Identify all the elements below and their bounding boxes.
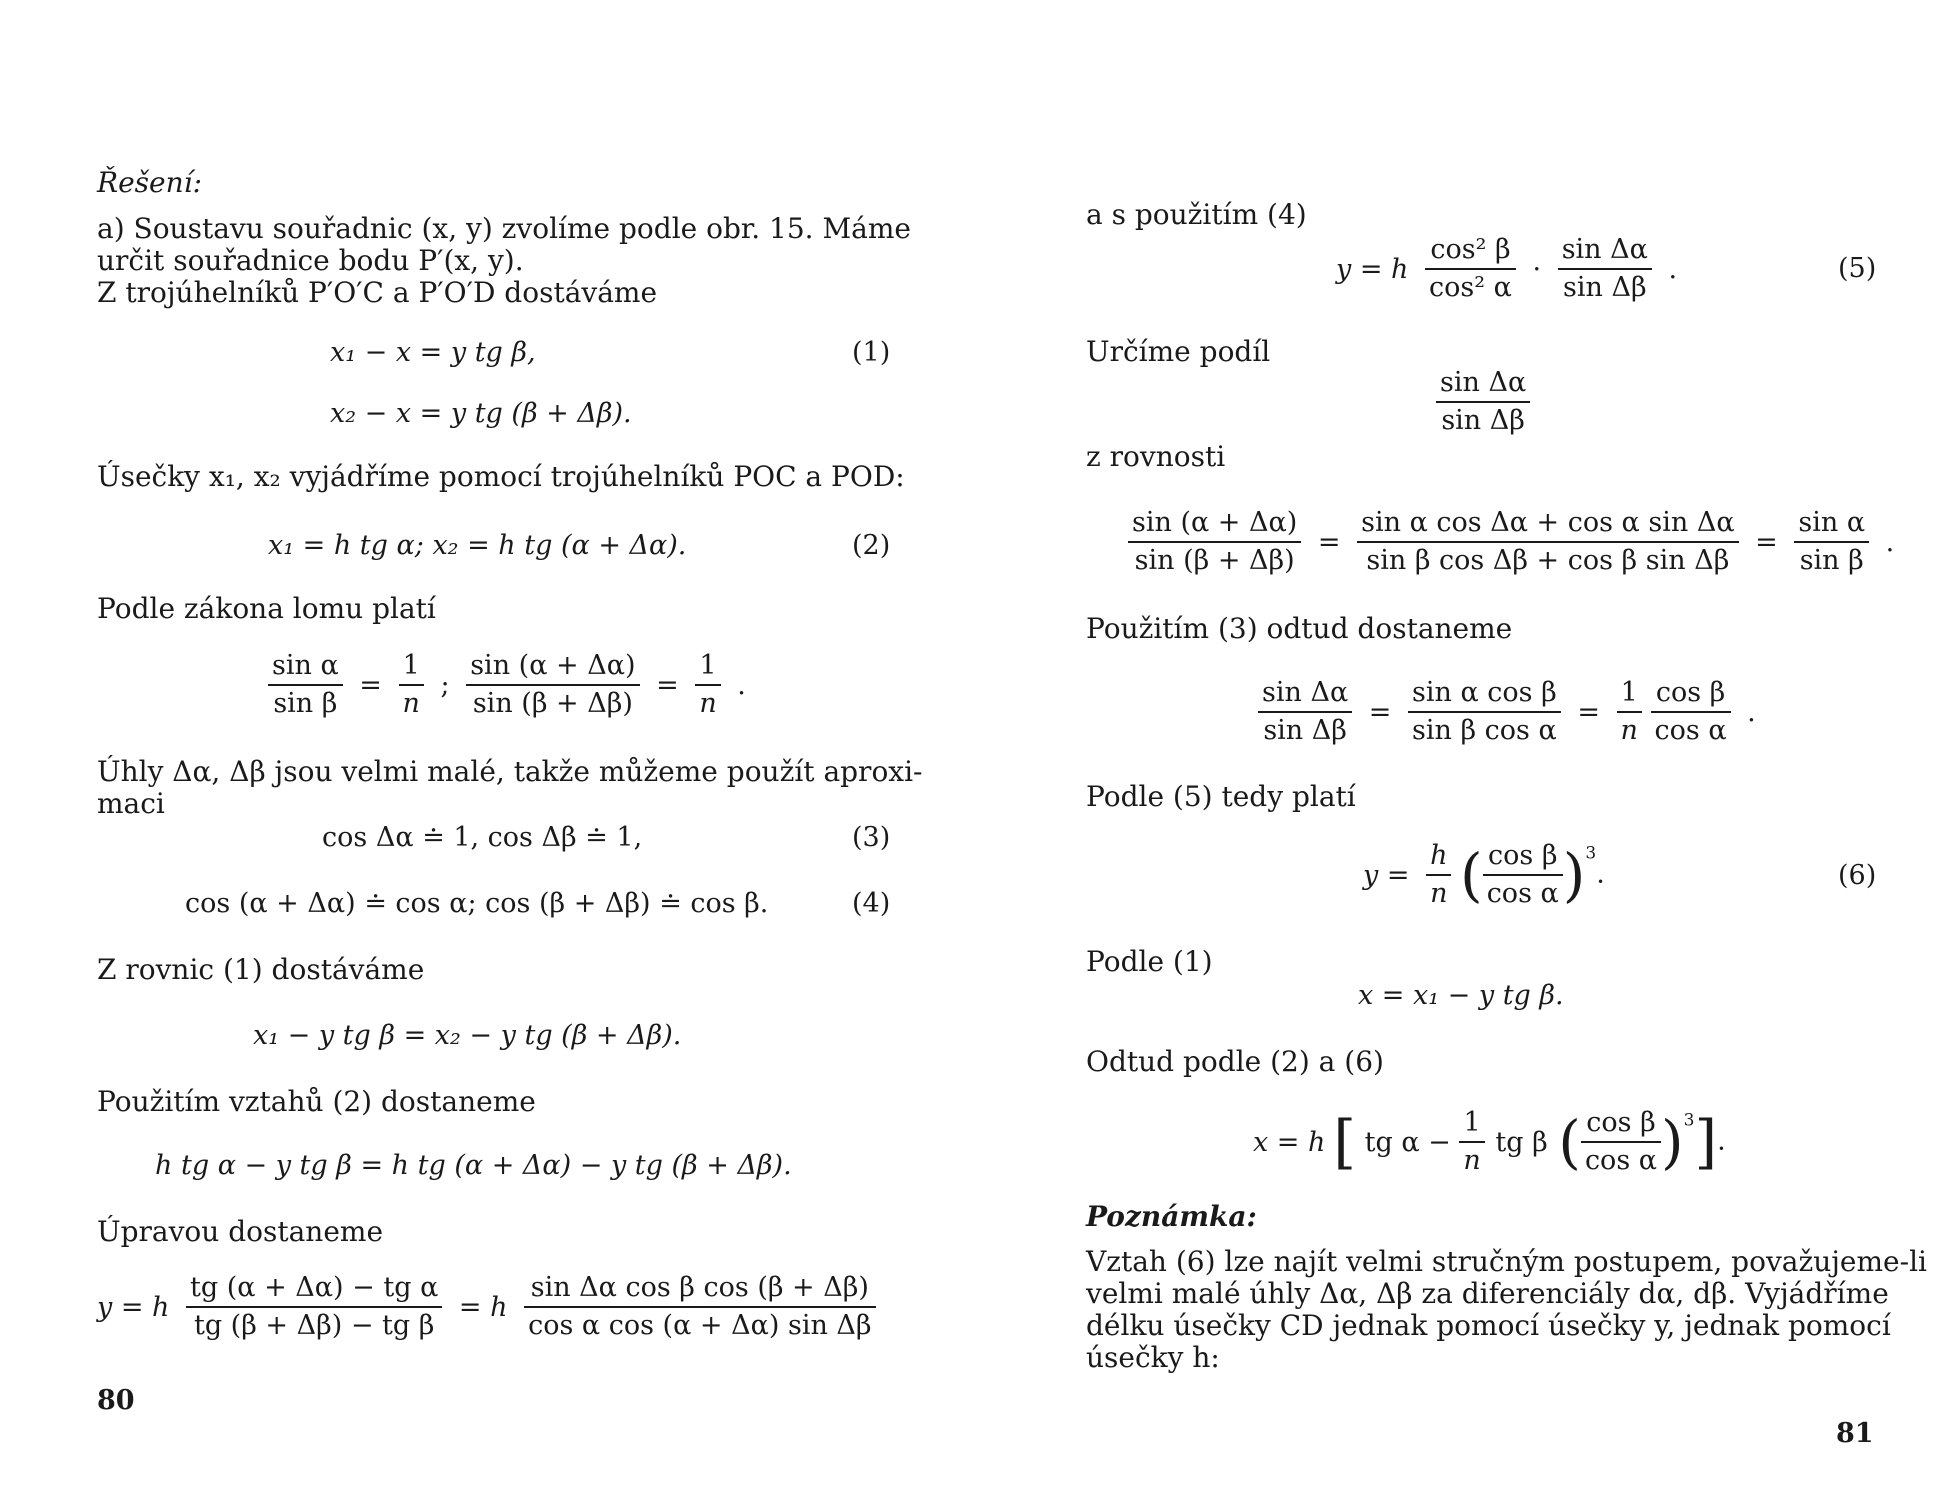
note-line4: úsečky h:	[1086, 1341, 1220, 1374]
paragraph-pouzitim-3: Použitím (3) odtud dostaneme	[1086, 612, 1513, 645]
paragraph-a-line2: určit souřadnice bodu P′(x, y).	[97, 244, 524, 277]
equation-1a: x₁ − x = y tg β,	[330, 337, 536, 368]
paragraph-uhly-line2: maci	[97, 787, 165, 820]
equation-rovnost: $\frac{\sin (\alpha + \Delta\alpha)}{\sin (\beta + \Delta\beta)}$ = $\frac{\text{sin α cos Δα + cos α sin Δα}}{\text{sin β cos Δβ + cos β sin Δβ}}$ = $\frac{\text{sin α}}{\text{sin β}}$ .	[1128, 505, 1902, 579]
equation-x: x = x₁ − y tg β.	[1358, 980, 1564, 1011]
page-number-left: 80	[97, 1385, 135, 1416]
equation-number-1: (1)	[852, 337, 891, 368]
paragraph-uhly-line1: Úhly Δα, Δβ jsou velmi malé, takže můžeme použít aproxi-	[97, 755, 923, 788]
paragraph-pouzitim-vztahu: Použitím vztahů (2) dostaneme	[97, 1085, 536, 1118]
paragraph-podle-1: Podle (1)	[1086, 945, 1213, 978]
equation-podil: $\frac{\text{sin Δα}}{\text{sin Δβ}}$	[1436, 365, 1530, 439]
note-line1: Vztah (6) lze najít velmi stručným postupem, považujeme-li	[1086, 1245, 1927, 1278]
right-page	[978, 0, 1956, 1500]
paragraph-podle-5: Podle (5) tedy platí	[1086, 780, 1356, 813]
paragraph-odtud: Odtud podle (2) a (6)	[1086, 1045, 1384, 1078]
equation-number-5: (5)	[1838, 253, 1877, 284]
paragraph-a-line1: a) Soustavu souřadnic (x, y) zvolíme podle obr. 15. Máme	[97, 212, 911, 245]
solution-heading: Řešení:	[97, 166, 203, 199]
equation-4: cos (α + Δα) ≐ cos α; cos (β + Δβ) ≐ cos β.	[185, 888, 769, 919]
paragraph-urcime-podil: Určíme podíl	[1086, 335, 1271, 368]
equation-3: cos Δα ≐ 1, cos Δβ ≐ 1,	[322, 822, 643, 853]
equation-r1: x₁ − y tg β = x₂ − y tg (β + Δβ).	[253, 1020, 682, 1051]
paragraph-usecky: Úsečky x₁, x₂ vyjádříme pomocí trojúhelníků POC a POD:	[97, 460, 905, 493]
equation-number-3: (3)	[852, 822, 891, 853]
equation-number-4: (4)	[852, 888, 891, 919]
note-line3: délku úsečky CD jednak pomocí úsečky y, jednak pomocí	[1086, 1309, 1891, 1342]
equation-number-6: (6)	[1838, 860, 1877, 891]
equation-1b: x₂ − x = y tg (β + Δβ).	[330, 398, 632, 429]
equation-5: y = h $\frac{\text{cos² β}}{\text{cos² α}}$ · $\frac{\text{sin Δα}}{\text{sin Δβ}}$ .	[1336, 234, 1678, 303]
equation-x-final: x = h [ tg α − $\frac{1}{n}$ tg β ( $\frac{\text{cos β}}{\text{cos α}}$ )$^3$].	[1253, 1107, 1726, 1176]
paragraph-upravou: Úpravou dostaneme	[97, 1215, 384, 1248]
equation-final-left: y = h $\frac{\text{tg (α + Δα) − tg α}}{\text{tg (β + Δβ) − tg β}}$ = h $\frac{\text{sin Δα cos β cos (β + Δβ)}}{\text{cos α cos (α + Δα) sin Δβ}}$	[97, 1270, 876, 1344]
paragraph-a-line3: Z trojúhelníků P′O′C a P′O′D dostáváme	[97, 276, 658, 309]
equation-6: y = $\frac{h}{n}$ ( $\frac{\text{cos β}}{\text{cos α}}$ )$^3$.	[1363, 840, 1605, 909]
paragraph-z-rovnic: Z rovnic (1) dostáváme	[97, 953, 425, 986]
paragraph-pouzitim-4: a s použitím (4)	[1086, 198, 1307, 231]
page-number-right: 81	[1836, 1418, 1874, 1449]
paragraph-zakon-lomu: Podle zákona lomu platí	[97, 592, 436, 625]
equation-ratio: $\frac{\text{sin Δα}}{\text{sin Δβ}}$ = $\frac{\text{sin α cos β}}{\text{sin β cos α}}$ = $\frac{1}{n}$ $\frac{\text{cos β}}{\text{cos α}}$ .	[1258, 675, 1764, 749]
note-line2: velmi malé úhly Δα, Δβ za diferenciály dα, dβ. Vyjádříme	[1086, 1277, 1889, 1310]
note-heading: Poznámka:	[1086, 1200, 1257, 1233]
equation-number-2: (2)	[852, 530, 891, 561]
paragraph-z-rovnosti: z rovnosti	[1086, 440, 1226, 473]
equation-r2: h tg α − y tg β = h tg (α + Δα) − y tg (β + Δβ).	[155, 1150, 792, 1181]
equation-snell: $\frac{\text{sin α}}{\text{sin β}}$ = $\frac{1}{n}$ ; $\frac{\sin (\alpha + \Delta\alpha)}{\sin (\beta + \Delta\beta)}$ = $\frac{1}{n}$ .	[268, 648, 754, 722]
equation-2: x₁ = h tg α; x₂ = h tg (α + Δα).	[268, 530, 687, 561]
